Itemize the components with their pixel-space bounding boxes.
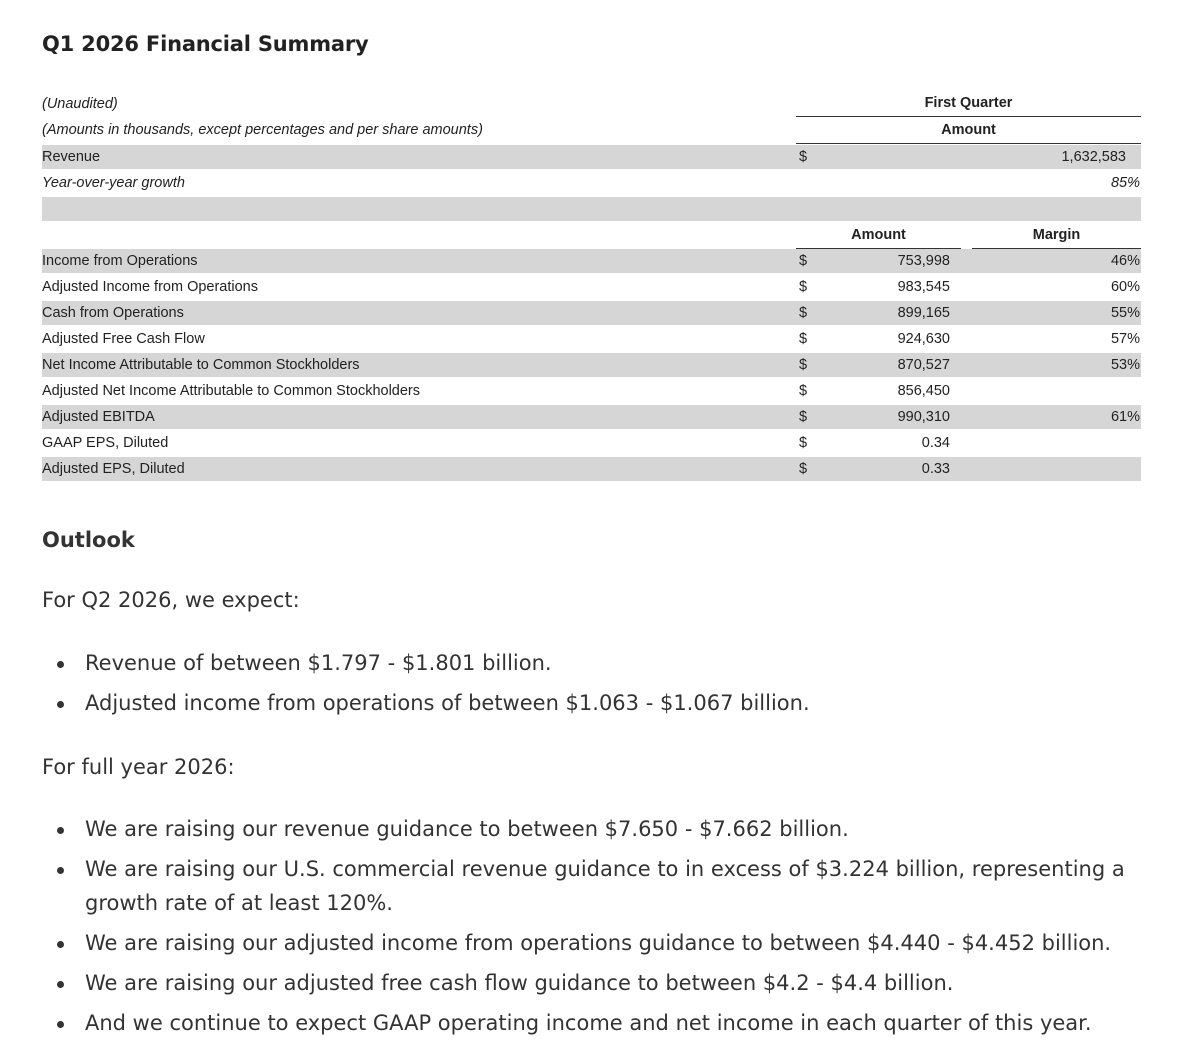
page-title: Q1 2026 Financial Summary <box>42 32 369 56</box>
header-underline <box>796 116 1141 117</box>
row-amount: 899,165 <box>897 305 950 321</box>
currency-symbol: $ <box>799 149 808 165</box>
currency-symbol: $ <box>799 305 808 321</box>
list-item: Revenue of between $1.797 - $1.801 billion. <box>42 646 1132 680</box>
row-label: Income from Operations <box>42 253 198 269</box>
row-label: Cash from Operations <box>42 305 184 321</box>
spacer-row <box>42 197 1141 221</box>
table-row <box>42 353 1141 377</box>
currency-symbol: $ <box>799 383 808 399</box>
row-amount: 983,545 <box>897 279 950 295</box>
currency-symbol: $ <box>799 253 808 269</box>
row-amount: 753,998 <box>897 253 950 269</box>
row-margin: 61% <box>1110 409 1140 425</box>
sub-amount-header: Amount <box>851 227 906 243</box>
fy-lead: For full year 2026: <box>42 755 235 779</box>
list-item: And we continue to expect GAAP operating income and net income in each quarter of this year. <box>42 1006 1132 1040</box>
list-item: We are raising our adjusted free cash flow guidance to between $4.2 - $4.4 billion. <box>42 966 1132 1000</box>
row-label: Adjusted EBITDA <box>42 409 155 425</box>
row-margin: 53% <box>1110 357 1140 373</box>
fy-list <box>42 812 1132 1046</box>
revenue-amount: 1,632,583 <box>1061 149 1126 165</box>
currency-symbol: $ <box>799 461 808 477</box>
q2-lead: For Q2 2026, we expect: <box>42 588 300 612</box>
row-label: Year-over-year growth <box>42 175 185 191</box>
row-margin: 46% <box>1110 253 1140 269</box>
currency-symbol: $ <box>799 331 808 347</box>
amount-header: Amount <box>941 122 996 138</box>
row-label: GAAP EPS, Diluted <box>42 435 169 451</box>
row-label: Adjusted EPS, Diluted <box>42 461 185 477</box>
currency-symbol: $ <box>799 279 808 295</box>
row-margin: 60% <box>1110 279 1140 295</box>
table-row <box>42 379 1141 403</box>
q2-list <box>42 646 1132 726</box>
list-item: We are raising our revenue guidance to between $7.650 - $7.662 billion. <box>42 812 1132 846</box>
row-label: Adjusted Net Income Attributable to Common Stockholders <box>42 383 420 399</box>
list-item: We are raising our adjusted income from operations guidance to between $4.440 - $4.452 billion. <box>42 926 1132 960</box>
table-row <box>42 457 1141 481</box>
row-label: Adjusted Free Cash Flow <box>42 331 205 347</box>
first-quarter-header: First Quarter <box>924 95 1013 111</box>
currency-symbol: $ <box>799 435 808 451</box>
amount-underline <box>796 143 1141 144</box>
sub-margin-header: Margin <box>1032 227 1081 243</box>
row-label: Revenue <box>42 149 101 165</box>
row-label: Net Income Attributable to Common Stockholders <box>42 357 360 373</box>
list-item: We are raising our U.S. commercial revenue guidance to in excess of $3.224 billion, representing a growth rate of at least 120%. <box>42 852 1132 920</box>
table-row <box>42 431 1141 455</box>
row-amount: 990,310 <box>897 409 950 425</box>
table-row <box>42 327 1141 351</box>
currency-symbol: $ <box>799 357 808 373</box>
outlook-heading: Outlook <box>42 528 135 552</box>
row-amount: 856,450 <box>897 383 950 399</box>
table-row-yoy <box>42 171 1141 195</box>
amounts-note: (Amounts in thousands, except percentages and per share amounts) <box>42 122 483 138</box>
row-amount: 870,527 <box>897 357 950 373</box>
unaudited-note: (Unaudited) <box>42 96 118 112</box>
list-item: Adjusted income from operations of between $1.063 - $1.067 billion. <box>42 686 1132 720</box>
table-row-revenue <box>42 145 1141 169</box>
row-amount: 0.33 <box>921 461 950 477</box>
table-row <box>42 405 1141 429</box>
table-row <box>42 301 1141 325</box>
row-margin: 55% <box>1110 305 1140 321</box>
row-amount: 0.34 <box>921 435 950 451</box>
table-row <box>42 275 1141 299</box>
row-margin: 57% <box>1110 331 1140 347</box>
yoy-value: 85% <box>1110 175 1140 191</box>
currency-symbol: $ <box>799 409 808 425</box>
row-amount: 924,630 <box>897 331 950 347</box>
row-label: Adjusted Income from Operations <box>42 279 258 295</box>
table-row <box>42 249 1141 273</box>
